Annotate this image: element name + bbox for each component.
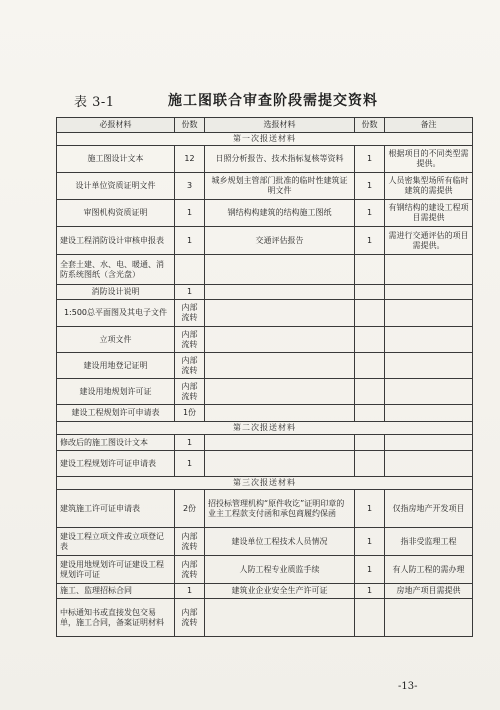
optional-cell — [205, 285, 355, 300]
required-cell: 消防设计说明 — [57, 285, 175, 300]
count-cell: 内部流转 — [175, 528, 205, 556]
remark-cell — [385, 285, 473, 300]
optional-cell: 招投标管理机构“原件收讫”证明印章的业主工程款支付函和承包商履约保函 — [205, 490, 355, 528]
table-row — [57, 490, 473, 528]
required-cell: 审图机构资质证明 — [57, 200, 175, 227]
count-cell: 内部流转 — [175, 599, 205, 637]
table-row — [57, 451, 473, 477]
required-cell: 中标通知书或直接发包交易单，施工合同，备案证明材料 — [57, 599, 175, 637]
remark-cell: 指非受监理工程 — [385, 528, 473, 556]
optional-count-cell — [355, 300, 385, 327]
required-cell: 施工图设计文本 — [57, 146, 175, 173]
remark-cell: 需进行交通评估的项目需提供。 — [385, 227, 473, 255]
table-row — [57, 285, 473, 300]
table-row — [57, 599, 473, 637]
optional-cell — [205, 435, 355, 451]
optional-count-cell: 1 — [355, 227, 385, 255]
count-cell: 2份 — [175, 490, 205, 528]
remark-cell — [385, 379, 473, 405]
optional-cell: 建筑业企业安全生产许可证 — [205, 584, 355, 599]
header-count-2: 份数 — [355, 118, 385, 133]
count-cell: 12 — [175, 146, 205, 173]
count-cell: 内部流转 — [175, 300, 205, 327]
optional-cell: 交通评估报告 — [205, 227, 355, 255]
remark-cell — [385, 599, 473, 637]
header-required-material: 必报材料 — [57, 118, 175, 133]
optional-count-cell: 1 — [355, 584, 385, 599]
optional-cell — [205, 255, 355, 285]
optional-count-cell — [355, 435, 385, 451]
section-row-third — [57, 477, 473, 490]
optional-cell — [205, 353, 355, 379]
table-number: 表 3-1 — [74, 95, 115, 110]
required-cell: 建设用地登记证明 — [57, 353, 175, 379]
optional-count-cell — [355, 599, 385, 637]
page-number: -13- — [398, 681, 418, 692]
optional-cell — [205, 451, 355, 477]
remark-cell — [385, 435, 473, 451]
table-row — [57, 584, 473, 599]
required-cell: 施工、监理招标合同 — [57, 584, 175, 599]
required-cell: 建设工程规划许可证申请表 — [57, 451, 175, 477]
table-row — [57, 300, 473, 327]
table-row — [57, 227, 473, 255]
section-row-first — [57, 133, 473, 146]
optional-count-cell: 1 — [355, 528, 385, 556]
document-title: 施工图联合审查阶段需提交资料 — [168, 93, 378, 109]
remark-cell: 有钢结构的建设工程项目需提供 — [385, 200, 473, 227]
table-header-row — [57, 118, 473, 133]
count-cell: 1 — [175, 584, 205, 599]
optional-cell: 日照分析报告、技术指标复核等资料 — [205, 146, 355, 173]
count-cell: 1 — [175, 200, 205, 227]
section-row-second — [57, 422, 473, 435]
optional-count-cell — [355, 405, 385, 422]
remark-cell — [385, 300, 473, 327]
section-third: 第三次报送材料 — [57, 477, 473, 490]
section-first: 第一次报送材料 — [57, 133, 473, 146]
materials-table — [56, 117, 473, 637]
remark-cell: 房地产项目需提供 — [385, 584, 473, 599]
count-cell: 内部流转 — [175, 556, 205, 584]
optional-cell: 建设单位工程技术人员情况 — [205, 528, 355, 556]
optional-cell: 人防工程专业质监手续 — [205, 556, 355, 584]
optional-count-cell: 1 — [355, 146, 385, 173]
optional-cell — [205, 327, 355, 353]
required-cell: 立项文件 — [57, 327, 175, 353]
optional-count-cell — [355, 353, 385, 379]
header-optional-material: 选报材料 — [205, 118, 355, 133]
optional-count-cell — [355, 285, 385, 300]
remark-cell — [385, 353, 473, 379]
count-cell: 1份 — [175, 405, 205, 422]
table-row — [57, 255, 473, 285]
table-row — [57, 379, 473, 405]
count-cell: 1 — [175, 451, 205, 477]
remark-cell: 仅指房地产开发项目 — [385, 490, 473, 528]
optional-cell: 钢结构构建筑的结构施工图纸 — [205, 200, 355, 227]
optional-count-cell: 1 — [355, 200, 385, 227]
count-cell: 1 — [175, 227, 205, 255]
optional-cell — [205, 599, 355, 637]
required-cell: 1:500总平面图及其电子文件 — [57, 300, 175, 327]
table-row — [57, 528, 473, 556]
required-cell: 建设工程规划许可申请表 — [57, 405, 175, 422]
optional-count-cell: 1 — [355, 556, 385, 584]
remark-cell — [385, 405, 473, 422]
header-count: 份数 — [175, 118, 205, 133]
optional-cell — [205, 379, 355, 405]
table-row — [57, 327, 473, 353]
section-second: 第二次报送材料 — [57, 422, 473, 435]
required-cell: 建设工程消防设计审核申报表 — [57, 227, 175, 255]
remark-cell: 有人防工程的需办理 — [385, 556, 473, 584]
count-cell — [175, 255, 205, 285]
optional-count-cell — [355, 327, 385, 353]
optional-cell: 城乡规划主管部门批准的临时性建筑证明文件 — [205, 173, 355, 200]
count-cell: 内部流转 — [175, 327, 205, 353]
remark-cell: 根据项目的不同类型需提供。 — [385, 146, 473, 173]
optional-count-cell — [355, 255, 385, 285]
optional-cell — [205, 405, 355, 422]
table-row — [57, 200, 473, 227]
table-row — [57, 353, 473, 379]
required-cell: 建设用地规划许可证 — [57, 379, 175, 405]
table-row — [57, 435, 473, 451]
count-cell: 内部流转 — [175, 353, 205, 379]
table-row — [57, 173, 473, 200]
optional-count-cell — [355, 451, 385, 477]
count-cell: 1 — [175, 285, 205, 300]
required-cell: 建筑施工许可证申请表 — [57, 490, 175, 528]
table-row — [57, 556, 473, 584]
remark-cell — [385, 255, 473, 285]
required-cell: 修改后的施工图设计文本 — [57, 435, 175, 451]
header-remarks: 备注 — [385, 118, 473, 133]
required-cell: 建设用地规划许可证建设工程规划许可证 — [57, 556, 175, 584]
optional-count-cell — [355, 379, 385, 405]
table-row — [57, 146, 473, 173]
table-row — [57, 405, 473, 422]
remark-cell — [385, 451, 473, 477]
optional-count-cell: 1 — [355, 173, 385, 200]
count-cell: 1 — [175, 435, 205, 451]
count-cell: 3 — [175, 173, 205, 200]
optional-count-cell: 1 — [355, 490, 385, 528]
required-cell: 设计单位资质证明文件 — [57, 173, 175, 200]
count-cell: 内部流转 — [175, 379, 205, 405]
required-cell: 全套土建、水、电、暖通、消防系统图纸（含光盘） — [57, 255, 175, 285]
required-cell: 建设工程立项文件或立项登记表 — [57, 528, 175, 556]
remark-cell: 人员密集型场所有临时建筑的需提供 — [385, 173, 473, 200]
optional-cell — [205, 300, 355, 327]
remark-cell — [385, 327, 473, 353]
